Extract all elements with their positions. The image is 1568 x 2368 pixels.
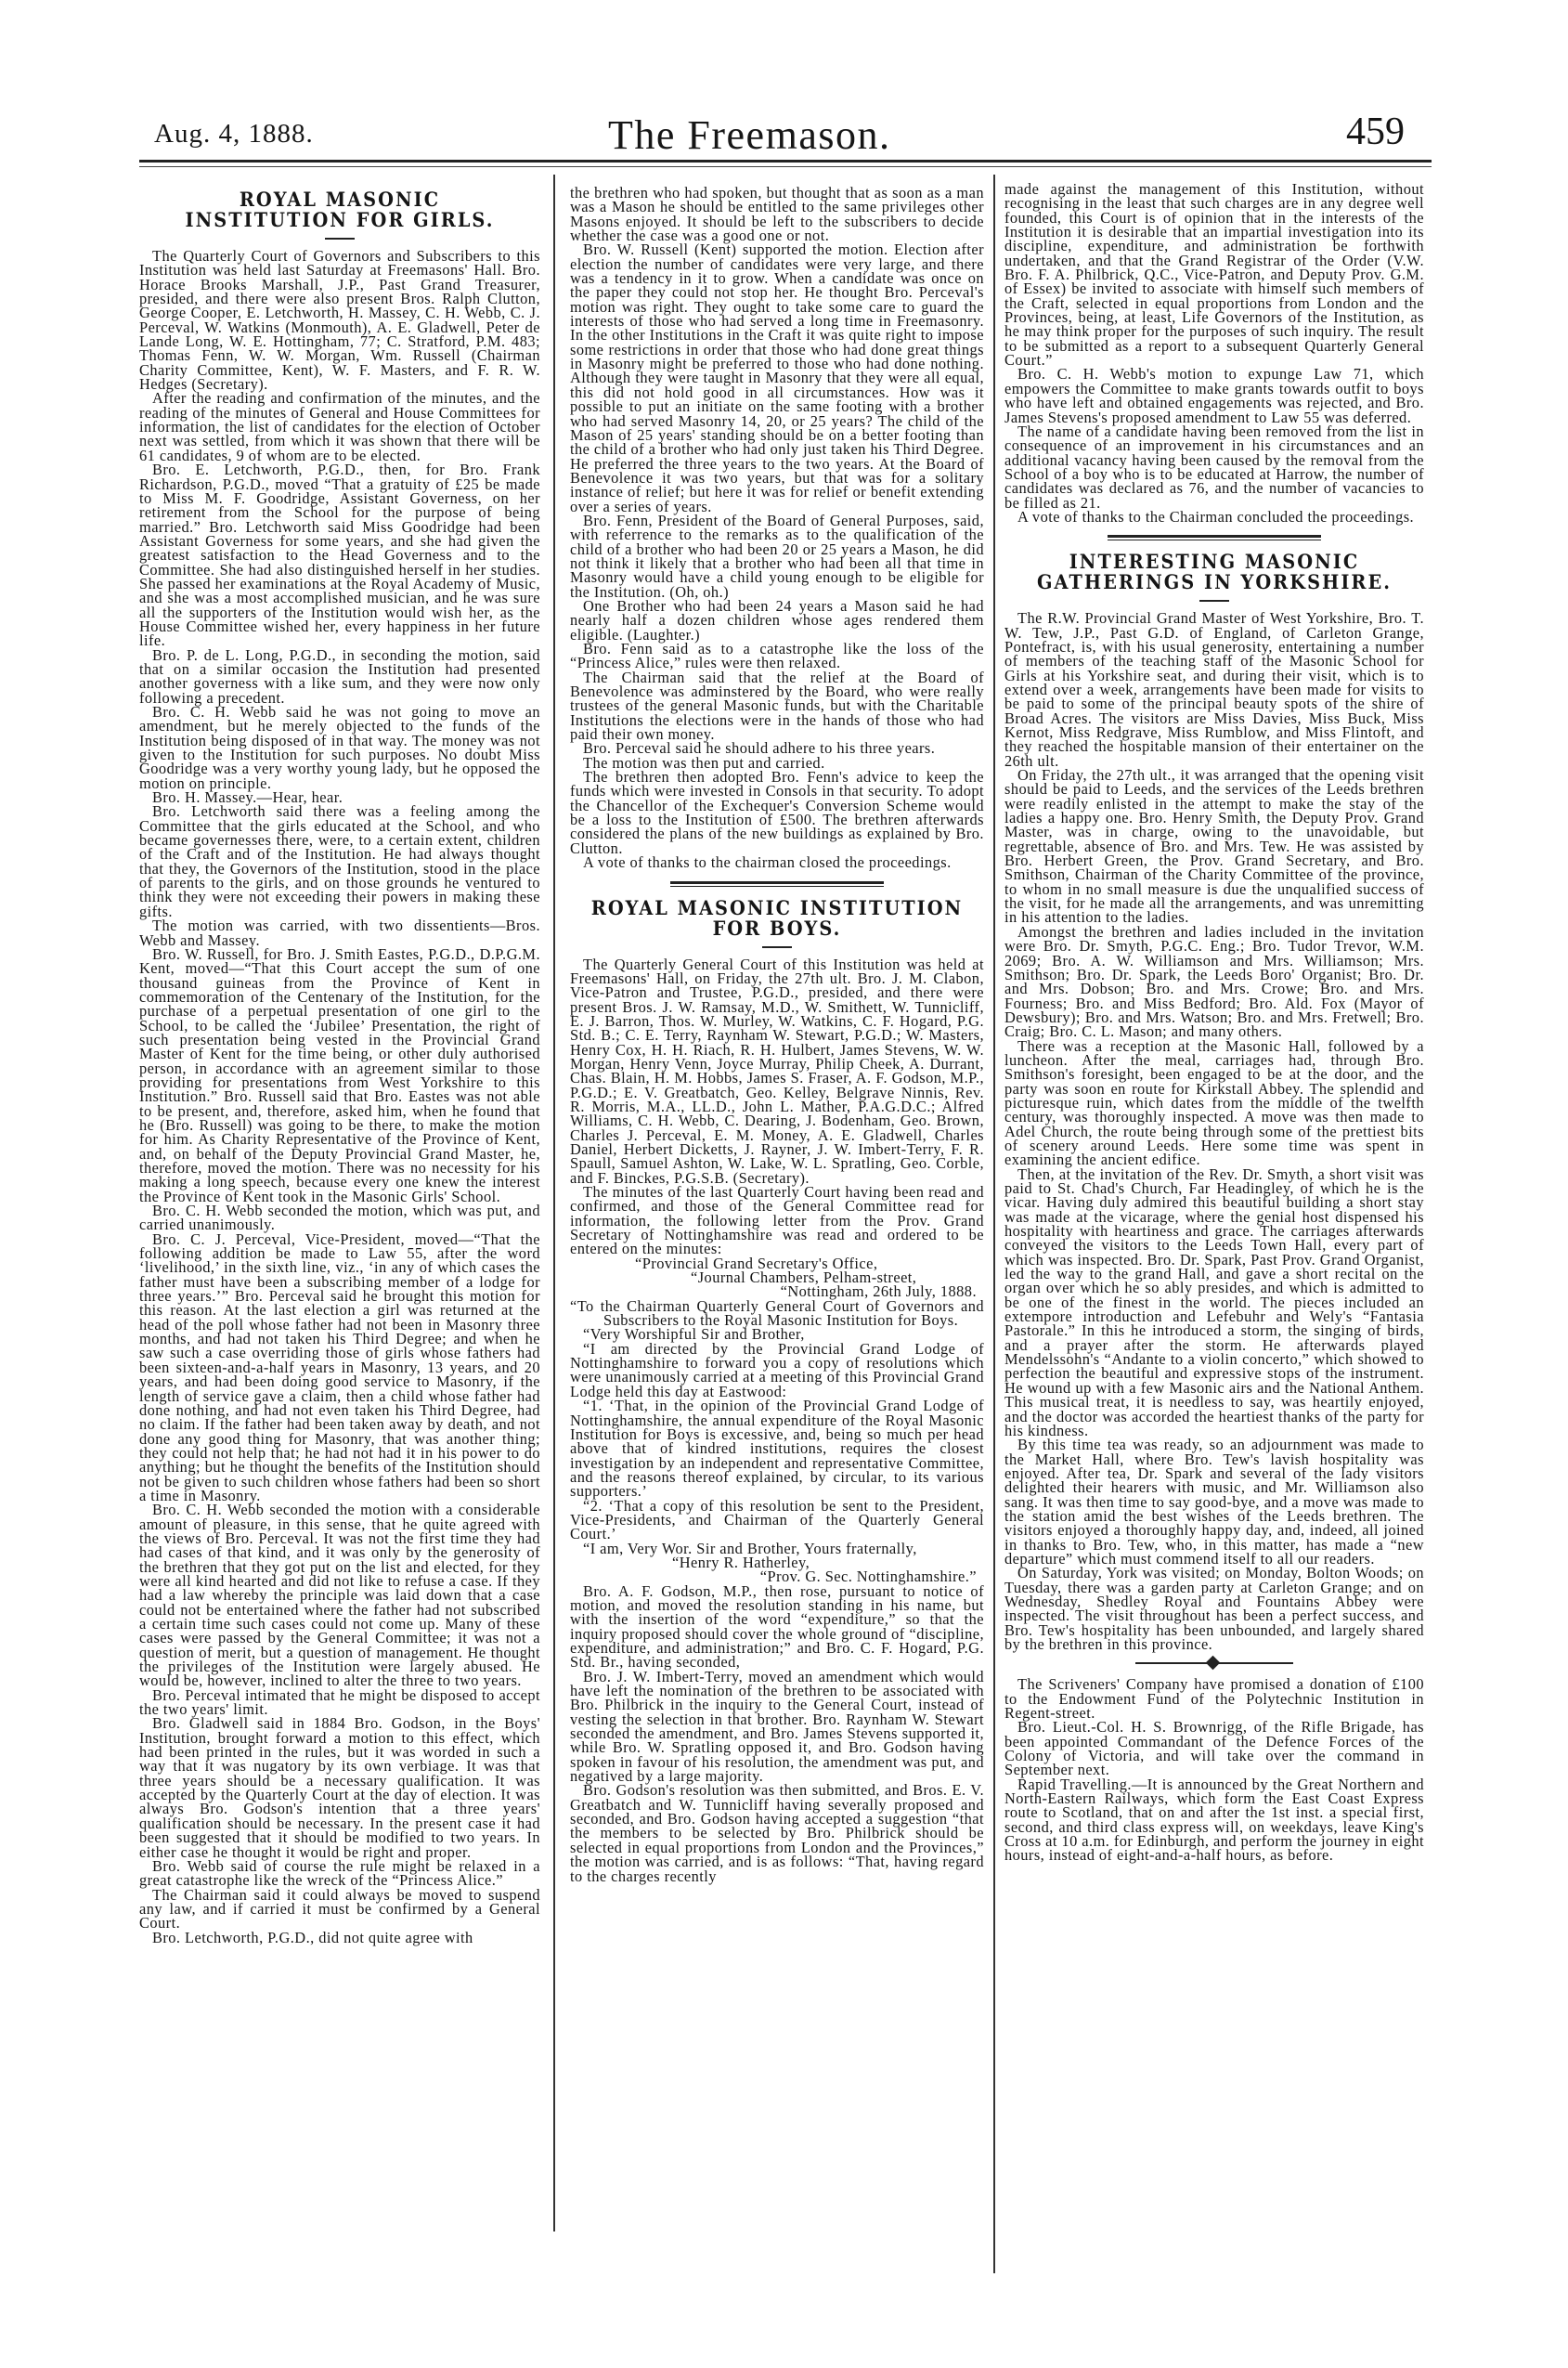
diamond-ornament-rule bbox=[1135, 1662, 1293, 1664]
article-paragraph: There was a reception at the Masonic Hall, followed by a luncheon. After the meal, carriages had, through Bro. Smithson's foresight, been engaged to be at the door, and the party was soon en route for Kirkstall Abbey. The splendid and picturesque ruin, which dates from the middle of the twelfth century, was thoroughly inspected. A move was then made to Adel Church, the route being through some of the prettiest bits of scenery around Leeds. Here some time was spent in examining the ancient edifice. bbox=[1004, 1036, 1424, 1169]
article-paragraph: Bro. Fenn said as to a catastrophe like the loss of the “Princess Alice,” rules were then relaxed. bbox=[570, 640, 984, 672]
article-paragraph: “I am, Very Wor. Sir and Brother, Yours fraternally, bbox=[583, 1539, 917, 1557]
article-paragraph: The brethren then adopted Bro. Fenn's advice to keep the funds which were invested in Consols in that security. To adopt the Chancellor of the Exchequer's Conversion Scheme would be a loss to the Institution of £500. The brethren afterwards considered the plans of the new buildings as explained by Bro. Clutton. bbox=[570, 768, 984, 857]
article-paragraph: Bro. J. W. Imbert-Terry, moved an amendment which would have left the nomination of the brethren to be associated with Bro. Philbrick in the inquiry to the General Court, instead of vesting the selection in that brother. Bro. Raynham W. Stewart seconded the amendment, and Bro. James Stevens supported it, while Bro. W. Spratling opposed it, and Bro. Godson having spoken in favour of his resolution, the amendment was put, and negatived by a large majority. bbox=[570, 1667, 984, 1786]
article-paragraph: The motion was then put and carried. bbox=[583, 753, 825, 772]
article-paragraph: “I am directed by the Provincial Grand Lodge of Nottinghamshire to forward you a copy of resolutions which were unanimously carried at a meeting of this Provincial Grand Lodge held this day at Eastwood: bbox=[570, 1339, 984, 1400]
page-number: 459 bbox=[1346, 111, 1405, 153]
article-paragraph: Bro. Godson's resolution was then submitted, and Bros. E. V. Greatbatch and W. Tunnicliff having severally proposed and seconded, and Bro. Godson having accepted a suggestion “that the members to be selected by Bro. Philbrick should be selected in equal proportions from London and the Provinces,” the motion was carried, and is as follows: “That, having regard to the charges recently bbox=[570, 1781, 984, 1885]
article-paragraph: Bro. Letchworth, P.G.D., did not quite agree with bbox=[152, 1928, 473, 1946]
article-paragraph: “Nottingham, 26th July, 1888. bbox=[780, 1282, 977, 1301]
article-paragraph: The motion was carried, with two dissentients—Bros. Webb and Massey. bbox=[139, 917, 540, 949]
article-paragraph: “To the Chairman Quarterly General Court of Governors and Subscribers to the Royal Masonic Institution for Boys. bbox=[570, 1296, 984, 1330]
headline-underline bbox=[1199, 600, 1229, 602]
article-paragraph: A vote of thanks to the chairman closed the proceedings. bbox=[583, 853, 952, 872]
article-paragraph: Bro. A. F. Godson, M.P., then rose, pursuant to notice of motion, and moved the resolution standing in his name, but with the insertion of the word “expenditure,” so that the inquiry proposed should cover the whole ground of “discipline, expenditure, and administration;” and Bro. C. F. Hogard, P.G. Std. Br., having seconded, bbox=[570, 1581, 984, 1672]
header-rule bbox=[139, 160, 1432, 163]
article-headline: ROYAL MASONIC INSTITUTION FOR GIRLS. bbox=[185, 188, 495, 231]
masthead-title: The Freemason. bbox=[608, 112, 891, 158]
article-paragraph: Bro. Letchworth said there was a feeling among the Committee that the girls educated at the School, and who became governesses there, were, to a certain extent, children of the Craft and of the Institution. He had always thought that they, the Governors of the Institution, stood in the place of parents to the girls, and on those grounds he ventured to think they were not exceeding their powers in making these gifts. bbox=[139, 802, 540, 920]
headline-underline bbox=[325, 238, 355, 240]
column-divider bbox=[993, 175, 995, 2273]
article-paragraph: Bro. Perceval intimated that he might be disposed to accept the two years' limit. bbox=[139, 1685, 540, 1719]
article-paragraph: Bro. Lieut.-Col. H. S. Brownrigg, of the Rifle Brigade, has been appointed Commandant of the Defence Forces of the Colony of Victoria, and will take over the command in September next. bbox=[1004, 1718, 1424, 1779]
article-paragraph: Bro. E. Letchworth, P.G.D., then, for Bro. Frank Richardson, P.G.D., moved “That a gratuity of £25 be made to Miss M. F. Goodridge, Assistant Governess, on her retirement from the School for the purpose of being married.” Bro. Letchworth said Miss Goodridge had been Assistant Governess for some years, and she had given the greatest satisfaction to the Head Governess and to the Committee. She had also distinguished herself in her studies. She passed her examinations at the Royal Academy of Music, and she was a most accomplished musician, and he was sure all the supporters of the Institution would wish her, as the House Committee wished her, every happiness in her future life. bbox=[139, 461, 540, 650]
header-rule-thin bbox=[139, 166, 1432, 167]
article-headline: INTERESTING MASONIC GATHERINGS IN YORKSHIRE. bbox=[1037, 550, 1392, 594]
article-separator-rule bbox=[670, 881, 884, 887]
article-paragraph: The minutes of the last Quarterly Court having been read and confirmed, and those of the General Committee read for information, the following letter from the Prov. Grand Secretary of Nottinghamshire was read and ordered to be entered on the minutes: bbox=[570, 1183, 984, 1258]
column-1 bbox=[139, 178, 540, 1945]
article-paragraph: After the reading and confirmation of the minutes, and the reading of the minutes of General and House Committees for information, the list of candidates for the election of October next was settled, from which it was shown that there will be 61 candidates, 9 of whom are to be elected. bbox=[139, 389, 540, 464]
article-paragraph: Bro. W. Russell, for Bro. J. Smith Eastes, P.G.D., D.P.G.M. Kent, moved—“That this Court accept the sum of one thousand guineas from the Province of Kent in commemoration of the Centenary of the Institution, for the purchase of a perpetual presentation of one girl to the School, to be called the ‘Jubilee’ Presentation, the right of such presentation being vested in the Provincial Grand Master of Kent for the time being, or other duly authorised person, in accordance with an agreement similar to those providing for presentations from West Yorkshire to this Institution.” Bro. Russell said that Bro. Eastes was not able to be present, and, therefore, asked him, when he found that he (Bro. Russell) was going to be there, to make the motion for him. As Charity Representative of the Province of Kent, and, on behalf of the Deputy Provincial Grand Master, he, therefore, moved the motion. There was no necessity for his making a long speech, because every one knew the interest the Province of Kent took in the Masonic Girls' School. bbox=[139, 944, 540, 1205]
article-paragraph: made against the management of this Institution, without recognising in the least that such charges are in any degree well founded, this Court is of opinion that in the interests of the Institution it is desirable that an impartial investigation into its discipline, expenditure, and administration be forthwith undertaken, and that the Grand Registrar of the Order (V.W. Bro. F. A. Philbrick, Q.C., Vice-Patron, and Deputy Prov. G.M. of Essex) be invited to associate with himself such members of the Craft, selected in equal proportions from London and the Provinces, being, at least, Life Governors of the Institution, as he may think proper for the purposes of such inquiry. The result to be submitted as a report to a subsequent Quarterly General Court.” bbox=[1004, 180, 1424, 370]
article-paragraph: Bro. C. J. Perceval, Vice-President, moved—“That the following addition be made to Law 55, after the word ‘livelihood,’ in the sixth line, viz., ‘in any of which cases the father must have been a subscribing member of a lodge for three years.’” Bro. Perceval said he brought this motion for this reason. At the last election a girl was returned at the head of the poll whose father had not been in Masonry three months, and had not taken his Third Degree; and when he saw such a case overriding those of girls whose fathers had been sixteen-and-a-half years in Masonry, 13 years, and 20 years, and had been doing good service to Masonry, if the length of service gave a claim, then a child whose father had done nothing, and had not even taken his Third Degree, had no claim. If the father had been taken away by death, and not done any good thing for Masonry, that was another thing; they could not help that; he had not had it in his power to do anything; but he thought the benefits of the Institution should not be given to such children whose fathers had been so short a time in Masonry. bbox=[139, 1230, 540, 1504]
article-paragraph: A vote of thanks to the Chairman concluded the proceedings. bbox=[1017, 507, 1415, 526]
article-paragraph: “Prov. G. Sec. Nottinghamshire.” bbox=[759, 1568, 977, 1586]
article-paragraph: Bro. C. H. Webb seconded the motion with a considerable amount of pleasure, in this sense, that he quite agreed with the views of Bro. Perceval. It was not the first time they had had cases of that kind, and it was only by the generosity of the brethren that they got put on the list and elected, for they were all kind hearted and did not like to refuse a case. If they had a law whereby the principle was laid down that a case could not be entertained where the father had not subscribed a certain time such cases could not come up. Many of these cases were passed by the General Committee; it was not a question of merit, but a question of management. He thought the privileges of the Institution were largely abused. He would be, however, inclined to alter the three to two years. bbox=[139, 1501, 540, 1690]
article-paragraph: Bro. Fenn, President of the Board of General Purposes, said, with referrence to the remarks as to the qualification of the child of a brother who had been 20 or 25 years a Mason, he did not think it likely that a brother who had been all that time in Masonry would have a child young enough to be eligible for the Institution. (Oh, oh.) bbox=[570, 511, 984, 601]
article-paragraph: By this time tea was ready, so an adjournment was made to the Market Hall, where Bro. Tew's lavish hospitality was enjoyed. After tea, Dr. Spark and several of the lady visitors delighted their hearers with music, and Mr. Williamson also sang. It was then time to say good-bye, and a move was made to the station amid the best wishes of the Leeds brethren. The visitors enjoyed a thoroughly happy day, and, indeed, all joined in thanks to Bro. Tew, who, in this matter, has made a “new departure” which must commend itself to all our readers. bbox=[1004, 1436, 1424, 1568]
article-paragraph: The name of a candidate having been removed from the list in consequence of an improvement in his circumstances and an additional vacancy having been caused by the removal from the School of a boy who is to be educated at Harrow, the number of candidates was declared as 76, and the number of vacancies to be filled as 21. bbox=[1004, 422, 1424, 512]
article-paragraph: The R.W. Provincial Grand Master of West Yorkshire, Bro. T. W. Tew, J.P., Past G.D. of England, of Carleton Grange, Pontefract, is, with his usual generosity, entertaining a number of members of the teaching staff of the Masonic School for Girls at his Yorkshire seat, and during their visit, which is to extend over a week, arrangements have been made for visits to be paid to some of the principal beauty spots of the shire of Broad Acres. The visitors are Miss Davies, Miss Buck, Miss Kernot, Miss Redgrave, Miss Rumblow, and Miss Flintoft, and they reached the hospitable mansion of their entertainer on the 26th ult. bbox=[1004, 609, 1424, 770]
article-paragraph: the brethren who had spoken, but thought that as soon as a man was a Mason he should be entitled to the same privileges other Masons enjoyed. It should be left to the subscribers to decide whether the case was a good one or not. bbox=[570, 184, 984, 245]
article-paragraph: Bro. P. de L. Long, P.G.D., in seconding the motion, said that on a similar occasion the Institution had presented another governess with a like sum, and they were now only following a precedent. bbox=[139, 645, 540, 707]
article-paragraph: The Quarterly Court of Governors and Subscribers to this Institution was held last Saturday at Freemasons' Hall. Bro. Horace Brooks Marshall, J.P., Past Grand Treasurer, presided, and there were also present Bros. Ralph Clutton, George Cooper, E. Letchworth, H. Massey, C. H. Webb, C. J. Perceval, W. Watkins (Monmouth), A. E. Gladwell, Peter de Lande Long, W. E. Hottingham, 77; C. Stratford, P.M. 483; Thomas Fenn, W. W. Morgan, Wm. Russell (Chairman Charity Committee, Kent), W. F. Masters, and F. R. W. Hedges (Secretary). bbox=[139, 247, 540, 394]
article-paragraph: On Saturday, York was visited; on Monday, Bolton Woods; on Tuesday, there was a garden party at Carleton Grange; and on Wednesday, Shedley Royal and Fountains Abbey were inspected. The visit throughout has been a perfect success, and Bro. Tew's hospitality has been unbounded, and largely shared by the brethren in this province. bbox=[1004, 1564, 1424, 1653]
issue-date: Aug. 4, 1888. bbox=[154, 119, 314, 149]
article-paragraph: On Friday, the 27th ult., it was arranged that the opening visit should be paid to Leeds, and the services of the Leeds brethren were readily enlisted in the attempt to make the stay of the ladies a happy one. Bro. Henry Smith, the Deputy Prov. Grand Master, was in charge, owing to the unavoidable, but regrettable, absence of Bro. and Mrs. Tew. He was assisted by Bro. Herbert Green, the Prov. Grand Secretary, and Bro. Smithson, Chairman of the Charity Committee of the province, to whom in no small measure is due the unqualified success of the visit, for he made all the arrangements, and was unremitting in his attention to the ladies. bbox=[1004, 766, 1424, 927]
column-3 bbox=[1004, 182, 1424, 1863]
article-paragraph: Rapid Travelling.—It is announced by the Great Northern and North-Eastern Railways, which form the East Coast Express route to Scotland, that on and after the 1st inst. a special first, second, and third class express will, on weekdays, leave King's Cross at 10 a.m. for Edinburgh, and perform the journey in eight hours, instead of eight-and-a-half hours, as before. bbox=[1004, 1775, 1424, 1865]
article-paragraph: Bro. Gladwell said in 1884 Bro. Godson, in the Boys' Institution, brought forward a motion to this effect, which had been printed in the rules, but it was worded in such a way that it was nugatory by its own verbiage. It was that three years should be a necessary qualification. It was accepted by the Quarterly Court at the day of election. It was always Bro. Godson's intention that a three years' qualification should be necessary. In the present case it had been suggested that it should be modified to two years. In either case he thought it would be right and proper. bbox=[139, 1714, 540, 1861]
article-paragraph: Then, at the invitation of the Rev. Dr. Smyth, a short visit was paid to St. Chad's Church, Far Headingley, of which he is the vicar. Having duly admired this beautiful building a short stay was made at the vicarage, where the genial host dispensed his hospitality with heartiness and grace. The carriages afterwards conveyed the visitors to the Leeds Town Hall, every part of which was inspected. Bro. Dr. Spark, Past Prov. Grand Organist, led the way to the grand Hall, and gave a short recital on the organ over which he so ably presides, and which is admitted to be one of the finest in the world. The pieces included an extempore introduction and Lefebuhr and Wely's “Fantasia Pastorale.” In this he introduced a storm, the singing of birds, and a prayer after the storm. He afterwards played Mendelssohn's “Andante to a violin concerto,” which showed to perfection the beautiful and expressive stops of the instrument. He wound up with a few Masonic airs and the National Anthem. This musical treat, it is needless to say, was heartily enjoyed, and the doctor was accorded the heartiest thanks of the party for his kindness. bbox=[1004, 1164, 1424, 1439]
article-paragraph: “Journal Chambers, Pelham-street, bbox=[691, 1269, 917, 1287]
article-paragraph: One Brother who had been 24 years a Mason said he had nearly half a dozen children whose ages rendered them eligible. (Laughter.) bbox=[570, 596, 984, 644]
article-paragraph: “Provincial Grand Secretary's Office, bbox=[635, 1254, 878, 1272]
article-paragraph: The Quarterly General Court of this Institution was held at Freemasons' Hall, on Friday, the 27th ult. Bro. J. M. Clabon, Vice-Patron and Trustee, P.G.D., presided, and there were present Bros. J. W. Ramsay, M.D., W. Smithett, W. Tunnicliff, E. J. Barron, Thos. W. Murley, W. Watkins, C. F. Hogard, P.G. Std. B.; C. E. Terry, Raynham W. Stewart, P.G.D.; W. Masters, Henry Cox, H. H. Riach, R. H. Hulbert, James Stevens, W. W. Morgan, Henry Venn, Joyce Murray, Philip Cheek, A. Durrant, Chas. Blain, H. M. Hobbs, James S. Fraser, A. F. Godson, M.P., P.G.D.; E. V. Greatbatch, Geo. Kelley, Belgrave Ninnis, Rev. R. Morris, M.A., LL.D., John L. Mather, P.A.G.D.C.; Alfred Williams, C. H. Webb, C. Dearing, J. Bodenham, Geo. Brown, Charles J. Perceval, E. M. Money, A. E. Gladwell, Charles Daniel, Herbert Dicketts, J. Rayner, J. W. Imbert-Terry, F. R. Spaull, Samuel Ashton, W. Lake, W. L. Spratling, Geo. Corble, and F. Binckes, P.G.S.B. (Secretary). bbox=[570, 955, 984, 1187]
article-paragraph: The Scriveners' Company have promised a donation of £100 to the Endowment Fund of the Polytechnic Institution in Regent-street. bbox=[1004, 1675, 1424, 1723]
column-2 bbox=[570, 186, 984, 1883]
article-paragraph: Bro. C. H. Webb's motion to expunge Law 71, which empowers the Committee to make grants towards outfit to boys who have left and obtained engagements was rejected, and Bro. James Stevens's proposed amendment to Law 55 was deferred. bbox=[1004, 365, 1424, 426]
headline-underline bbox=[762, 946, 792, 948]
article-paragraph: Bro. C. H. Webb seconded the motion, which was put, and carried unanimously. bbox=[139, 1202, 540, 1234]
article-separator-rule bbox=[1108, 535, 1321, 540]
article-paragraph: “Very Worshipful Sir and Brother, bbox=[583, 1325, 805, 1344]
article-paragraph: Bro. Webb said of course the rule might be relaxed in a great catastrophe like the wreck of the “Princess Alice.” bbox=[139, 1856, 540, 1890]
article-paragraph: The Chairman said that the relief at the Board of Benevolence was adminstered by the Board, who were really trustees of the general Masonic funds, but with the Charitable Institutions the elections were in the hands of those who had paid their own money. bbox=[570, 668, 984, 744]
article-paragraph: Bro. H. Massey.—Hear, hear. bbox=[152, 788, 343, 807]
article-paragraph: Amongst the brethren and ladies included in the invitation were Bro. Dr. Smyth, P.G.C. Eng.; Bro. Tudor Trevor, W.M. 2069; Bro. A. W. Williamson and Mrs. Williamson; Mrs. Smithson; Bro. Dr. Spark, the Leeds Boro' Organist; Bro. Dr. and Mrs. Dobson; Bro. and Mrs. Crowe; Bro. and Mrs. Fourness; Bro. and Miss Bedford; Bro. Ald. Fox (Mayor of Dewsbury); Bro. and Mrs. Watson; Bro. and Mrs. Fretwell; Bro. Craig; Bro. C. L. Mason; and many others. bbox=[1004, 922, 1424, 1041]
column-divider bbox=[553, 175, 555, 2231]
article-paragraph: The Chairman said it could always be moved to suspend any law, and if carried it must be confirmed by a General Court. bbox=[139, 1885, 540, 1932]
article-paragraph: “2. ‘That a copy of this resolution be sent to the President, Vice-Presidents, and Chairman of the Quarterly General Court.’ bbox=[570, 1496, 984, 1543]
article-paragraph: Bro. Perceval said he should adhere to his three years. bbox=[583, 739, 936, 758]
article-headline: ROYAL MASONIC INSTITUTION FOR BOYS. bbox=[590, 895, 964, 940]
article-paragraph: “1. ‘That, in the opinion of the Provincial Grand Lodge of Nottinghamshire, the annual expenditure of the Royal Masonic Institution for Boys is excessive, and, being so much per head above that of kindred institutions, requires the closest investigation by an independent and representative Committee, and the reasons thereof explained, by circular, to its various supporters.’ bbox=[570, 1397, 984, 1501]
article-paragraph: “Henry R. Hatherley, bbox=[672, 1553, 810, 1571]
article-paragraph: Bro. C. H. Webb said he was not going to move an amendment, but he merely objected to the funds of the Institution being disposed of in that way. The money was not given to the Institution for such purposes. No doubt Miss Goodridge was a very worthy young lady, but he opposed the motion on principle. bbox=[139, 703, 540, 792]
article-paragraph: Bro. W. Russell (Kent) supported the motion. Election after election the number of candidates were very large, and there was a tendency in it to grow. When a candidate was once on the paper they could not stop her. He thought Bro. Perceval's motion was right. They ought to take some care to guard the interests of those who had served a long time in Freemasonry. In the other Institutions in the Craft it was quite right to impose some restrictions in order that those who had done great things in Masonry might be preferred to those who had done nothing. Although they were taught in Masonry that they were all equal, this did not hold good in all circumstances. How was it possible to put an initiate on the same footing with a brother who had served Masonry 14, 20, or 25 years? The child of the Mason of 25 years' standing should be on a better footing than the child of a brother who had only just taken his Third Degree. He preferred the three years to the two years. At the Board of Benevolence it was two years, but that was for a solitary instance of relief; but here it was for relief or benefit extending over a series of years. bbox=[570, 241, 984, 515]
